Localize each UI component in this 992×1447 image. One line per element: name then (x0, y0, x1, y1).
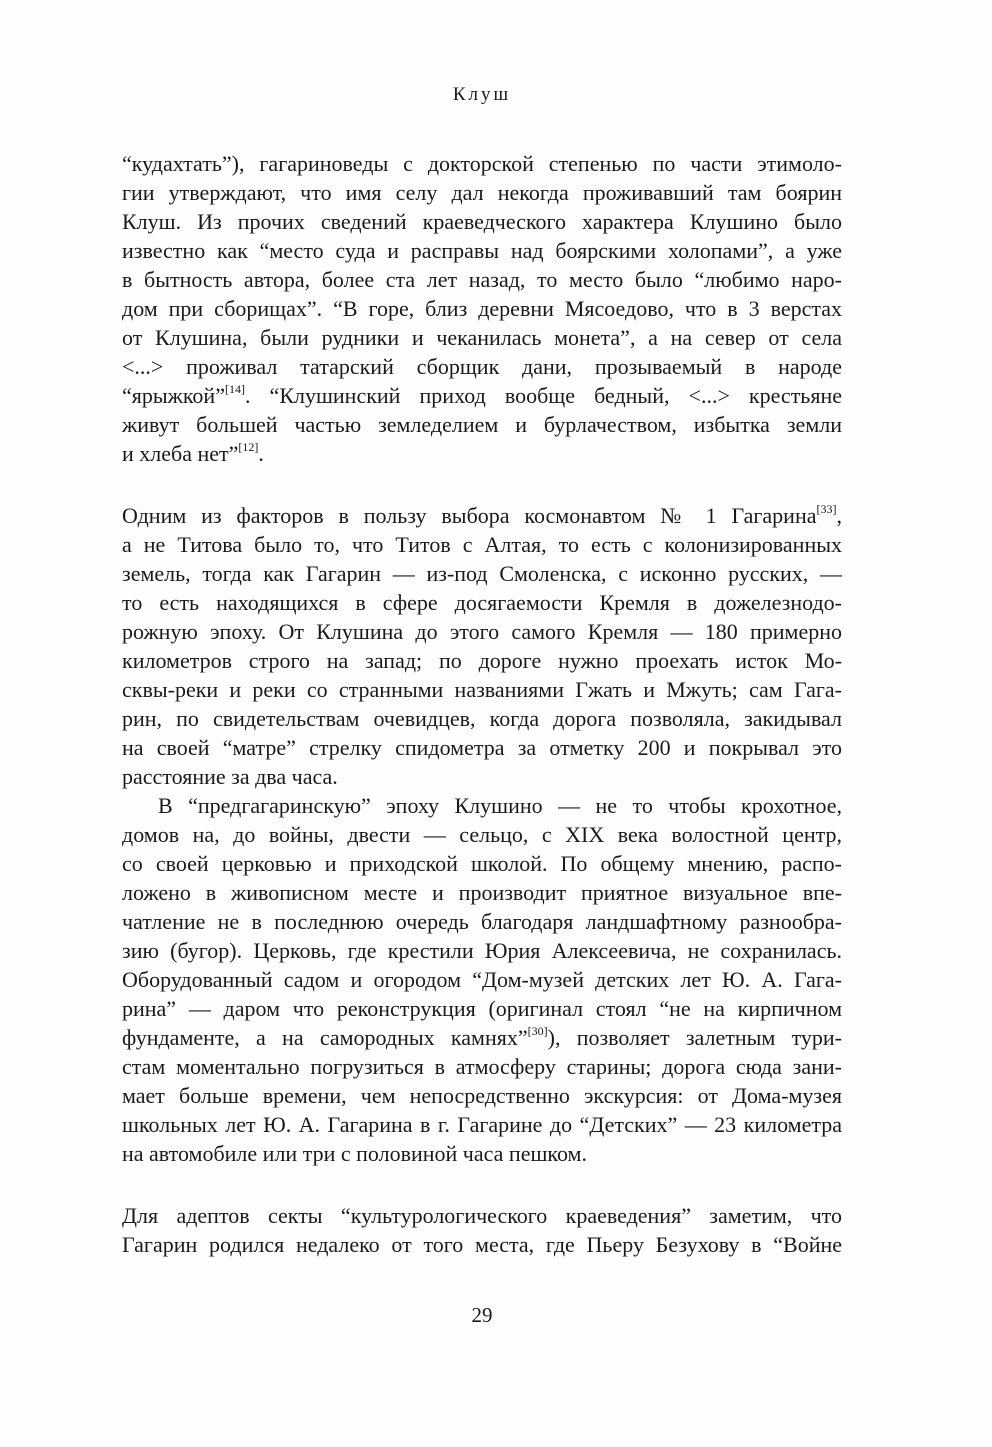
text-line: земель, тогда как Гагарин — из-под Смоленска, с исконно русских, — (122, 561, 842, 586)
text-line: <...> проживал татарский сборщик дани, прозываемый в народе (122, 354, 842, 379)
text-line: дом при сборищах”. “В горе, близ деревни Мясоедово, что в 3 верстах (122, 296, 842, 321)
text-line: со своей церковью и приходской школой. По общему мнению, распо- (122, 851, 842, 876)
text-line: то есть находящихся в сфере досягаемости Кремля в дожелезнодо- (122, 590, 842, 615)
text-block (122, 149, 842, 1259)
text-line: рин, по свидетельствам очевидцев, когда дорога позволяла, закидывал (122, 706, 842, 731)
text-line: чатление не в последнюю очередь благодаря ландшафтному разнообра- (122, 909, 842, 934)
footnote-ref: [12] (238, 439, 259, 454)
text-line: и хлеба нет”[12]. (122, 439, 264, 466)
running-header: Клуш (452, 84, 512, 105)
paragraph-2 (122, 501, 842, 791)
text-line: “ярыжкой”[14]. “Клушинский приход вообще бедный, <...> крестьяне (122, 381, 842, 408)
text-line: рина” — даром что реконструкция (оригинал стоял “не на кирпичном (122, 996, 842, 1021)
text-line: Для адептов секты “культурологического краеведения” заметим, что (122, 1203, 842, 1228)
text-line: рожную эпоху. От Клушина до этого самого Кремля — 180 примерно (122, 619, 842, 644)
text-line: от Клушина, были рудники и чеканилась монета”, а на север от села (122, 325, 842, 350)
text-line: В “предгагаринскую” эпоху Клушино — не то чтобы крохотное, (158, 793, 842, 818)
text-line: Клуш. Из прочих сведений краеведческого характера Клушино было (122, 209, 842, 234)
text-line: гии утверждают, что имя селу дал некогда проживавший там боярин (122, 180, 842, 205)
page-number: 29 (471, 1303, 493, 1327)
text-line: известно как “место суда и расправы над боярскими холопами”, а уже (122, 238, 842, 263)
text-line: стам моментально погрузиться в атмосферу старины; дорога сюда зани- (122, 1054, 842, 1079)
paragraph-1 (122, 149, 842, 468)
text-line: ложено в живописном месте и производит приятное визуальное впе- (122, 880, 842, 905)
text-line: Оборудованный садом и огородом “Дом-музей детских лет Ю. А. Гага- (122, 967, 842, 992)
text-line: расстояние за два часа. (122, 764, 338, 789)
text-line: Одним из факторов в пользу выбора космонавтом № 1 Гагарина[33], (122, 501, 842, 528)
text-line: на своей “матре” стрелку спидометра за отметку 200 и покрывал это (122, 735, 842, 760)
footnote-ref: [33] (816, 501, 837, 516)
text-line: школьных лет Ю. А. Гагарина в г. Гагарине до “Детских” — 23 километра (122, 1112, 842, 1137)
text-line: а не Титова было то, что Титов с Алтая, то есть с колонизированных (122, 532, 842, 557)
footnote-ref: [14] (224, 381, 245, 396)
text-line: живут большей частью земледелием и бурлачеством, избытка земли (122, 412, 842, 437)
paragraph-3 (122, 791, 842, 1168)
text-line: фундаменте, а на самородных камнях”[30]), позволяет залетным тури- (122, 1023, 842, 1050)
text-line: Гагарин родился недалеко от того места, где Пьеру Безухову в “Войне (122, 1232, 842, 1257)
text-line: зию (бугор). Церковь, где крестили Юрия Алексеевича, не сохранилась. (122, 938, 842, 963)
footnote-ref: [30] (527, 1023, 548, 1038)
text-line: километров строго на запад; по дороге нужно проехать исток Мо- (122, 648, 842, 673)
text-line: в бытность автора, более ста лет назад, то место было “любимо наро- (122, 267, 842, 292)
text-line: домов на, до войны, двести — сельцо, с XIX века волостной центр, (122, 822, 842, 847)
paragraph-4 (122, 1201, 842, 1259)
text-line: сквы-реки и реки со странными названиями Гжать и Мжуть; сам Гага- (122, 677, 842, 702)
text-line: на автомобиле или три с половиной часа пешком. (122, 1141, 587, 1166)
text-line: “кудахтать”), гагариноведы с докторской степенью по части этимоло- (122, 151, 842, 176)
text-line: мает больше времени, чем непосредственно экскурсия: от Дома-музея (122, 1083, 842, 1108)
